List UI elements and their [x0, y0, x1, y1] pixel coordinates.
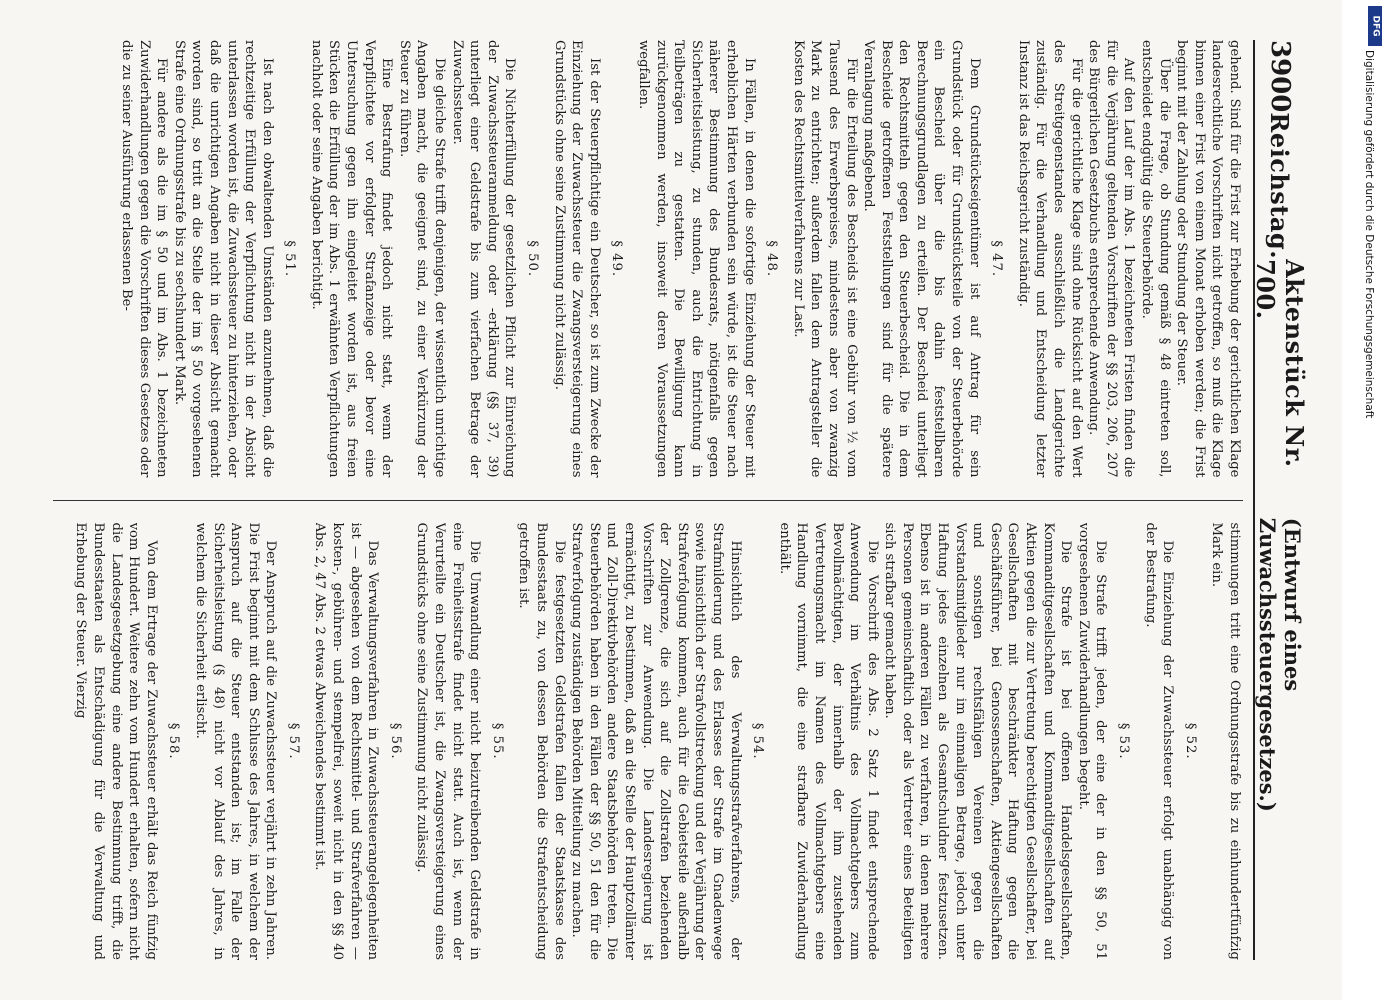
paragraph: Über die Frage, ob Stundung gemäß § 48 eintreten soll, entscheidet endgültig die Steuerbehörde. [1139, 40, 1172, 478]
section-heading: § 52. [1182, 722, 1198, 760]
paragraph: Für andere als die im § 50 und im Abs. 1 bezeichneten Zuwiderhandlungen gegen die Vorschriften dieses Gesetzes oder die zu seiner Ausführung erlassenen Be- [118, 40, 170, 478]
paragraph: Für die gerichtliche Klage sind ohne Rücksicht auf den Wert des Streitgegenstandes ausschließlich die Landgerichte zuständig. Für die Verhandlung und Entscheidung letzter Instanz ist das Reichsgericht zuständig. [1015, 40, 1084, 478]
dfg-logo [1368, 6, 1382, 46]
section-heading: § 49. [609, 240, 625, 278]
section-heading: § 57. [285, 722, 301, 760]
text-columns [53, 40, 1243, 960]
paragraph: Dem Grundstückseigentümer ist auf Antrag für sein Grundstück oder für Grundstücksteile von der Steuerbehörde ein Bescheid über die bis dahin feststellbaren Berechnungsgrundlagen zu erteilen. Der Bescheid unterliegt den Rechtsmitteln gegen den Steuerbescheid. Die in dem Bescheide getroffenen Feststellungen sind für die spätere Veranlagung maßgebend. [861, 40, 982, 478]
header-center-title: Aktenstück Nr. 700. [1251, 259, 1309, 468]
paragraph: Die Umwandlung einer nicht beizutreibenden Geldstrafe in eine Freiheitsstrafe findet nicht statt. Auch ist, wenn der Verurteilte ein Deutscher ist, die Zwangsversteigerung eines Grundstücks ohne seine Zustimmung nicht zulässig. [414, 522, 483, 960]
paragraph: gehend. Sind für die Frist zur Erhebung der gerichtlichen Klage landesrechtliche Vorschriften nicht getroffen, so muß die Klage binnen einer Frist von einem Monat erhoben werden; die Frist beginnt mit der Zahlung oder Stundung der Steuer. [1174, 40, 1242, 478]
page-number: 3900 [1265, 40, 1295, 113]
section-heading: § 58. [166, 722, 182, 760]
paragraph: Die Strafe ist bei offenen Handelsgesellschaften, Kommanditgesellschaften und Kommanditgesellschaften auf Aktien gegen die zur Vertretung berechtigten Gesellschafter, bei Gesellschaften mit beschränkter Haftung gegen die Geschäftsführer, bei Genossenschaften, Aktiengesellschaften und sonstigen rechtsfähigen Vereinen gegen die Vorstandsmitglieder nur im einmaligen Betrage, jedoch unter Haftung jedes einzelnen als Gesamtschuldner festzusetzen. Ebenso ist in anderen Fällen zu verfahren, in denen mehrere Personen gemeinschaftlich oder als Vertreter eines Beteiligten sich strafbar gemacht haben. [882, 522, 1074, 960]
digitization-credit: Digitalisierung gefördert durch die Deutsche Forschungsgemeinschaft [1363, 50, 1375, 419]
right-column [53, 523, 1243, 961]
section-heading: § 47. [989, 240, 1005, 278]
section-heading: § 55. [489, 722, 505, 760]
paragraph: Die Einziehung der Zuwachssteuer erfolgt unabhängig von der Bestrafung. [1142, 522, 1176, 960]
paragraph: Für die Erteilung des Bescheids ist eine Gebühr von ½ vom Tausend des Erwerbspreises, mindestens aber von zwanzig Mark zu entrichten; außerdem fallen dem Antragsteller die Kosten des Rechtsmittelverfahrens zur Last. [790, 40, 859, 478]
section-heading: § 51. [282, 240, 298, 278]
header-right-title: (Entwurf eines Zuwachssteuergesetzes.) [1255, 517, 1305, 812]
paragraph: Hinsichtlich des Verwaltungsstrafverfahrens, der Strafmilderung und des Erlasses der Strafe im Gnadenwege sowie hinsichtlich der Strafvollstreckung und der Verjährung der Strafverfolgung kommen, auch für die Gebietsteile außerhalb der Zollgrenze, die sich auf die Zollstrafen beziehenden Vorschriften zur Anwendung. Die Landesregierung ist ermächtigt, zu bestimmen, daß an die Stelle der Hauptzollämter und Zoll-Direktivbehörden andere Staatsbehörden treten. Die Steuerbehörden haben in den Fällen der §§ 50, 51 den für die Strafverfolgung zuständigen Behörden Mitteilung zu machen. [569, 522, 743, 960]
dfg-logo-text: DFG [1370, 15, 1381, 37]
section-heading: § 50. [525, 240, 541, 278]
section-heading: § 53. [1116, 722, 1132, 760]
paragraph: Die Nichterfüllung der gesetzlichen Pflicht zur Einreichung der Zuwachssteueranmeldung oder -erklärung (§§ 37, 39) unterliegt einer Geldstrafe bis zum vierfachen Betrage der Zuwachssteuer. [449, 40, 518, 478]
paragraph: Die Vorschrift des Abs. 2 Satz 1 findet entsprechende Anwendung im Verhältnis des Vollmachtgebers zum Bevollmächtigten, der innerhalb der ihm zustehenden Vertretungsmacht im Namen des Vollmachtgebers eine Handlung vornimmt, die eine strafbare Zuwiderhandlung enthält. [776, 522, 880, 960]
paragraph: Die Strafe trifft jeden, der eine der in den §§ 50, 51 vorgesehenen Zuwiderhandlungen begeht. [1075, 522, 1109, 960]
running-header [1251, 40, 1309, 960]
section-heading: § 54. [750, 722, 766, 760]
paragraph: Von dem Ertrage der Zuwachssteuer erhält das Reich fünfzig vom Hundert. Weitere zehn vom Hundert erhalten, sofern nicht die Landesgesetzgebung eine andere Bestimmung trifft, die Bundesstaaten als Entschädigung für die Verwaltung und Erhebung der Steuer. Vierzig [73, 522, 159, 960]
paragraph: Auf den Lauf der im Abs. 1 bezeichneten Fristen finden die für die Verjährung geltenden Vorschriften der §§ 203, 206, 207 des Bürgerlichen Gesetzbuchs entsprechende Anwendung. [1086, 40, 1137, 478]
paragraph: Das Verwaltungsverfahren in Zuwachssteuerangelegenheiten ist — abgesehen von dem Rechtsmittel- und Strafverfahren — kosten-, gebühren- und stempelfrei, soweit nicht in den §§ 40 Abs. 2, 47 Abs. 2 etwas Abweichendes bestimmt ist. [312, 522, 381, 960]
paragraph: stimmungen tritt eine Ordnungsstrafe bis zu einhundertfünfzig Mark ein. [1209, 522, 1242, 960]
header-left-title: Reichstag. [1265, 112, 1295, 260]
paragraph: Der Anspruch auf die Zuwachssteuer verjährt in zehn Jahren. Die Frist beginnt mit dem Schlusse des Jahres, in welchem der Anspruch auf die Steuer entstanden ist; im Falle der Sicherheitsleistung (§ 48) nicht vor Ablauf des Jahres, in welchem die Sicherheit erlischt. [192, 522, 279, 960]
paragraph: Die gleiche Strafe trifft denjenigen, der wissentlich unrichtige Angaben macht, die geeignet sind, zu einer Verkürzung der Steuer zu führen. [396, 40, 448, 478]
paragraph: In Fällen, in denen die sofortige Einziehung der Steuer mit erheblichen Härten verbunden sein würde, ist die Steuer nach näherer Bestimmung des Bundesrats, nötigenfalls gegen Sicherheitsleistung, zu stunden, auch die Entrichtung in Teilbeträgen zu gestatten. Die Bewilligung kann zurückgenommen werden, insoweit deren Voraussetzungen wegfallen. [636, 40, 757, 478]
paragraph: Eine Bestrafung findet jedoch nicht statt, wenn der Verpflichtete vor erfolgter Strafanzeige oder bevor eine Untersuchung gegen ihn eingeleitet worden ist, aus freien Stücken die Erfüllung der im Abs. 1 erwähnten Verpflichtungen nachholt oder seine Angaben berichtigt. [308, 40, 395, 478]
paragraph: Ist der Steuerpflichtige ein Deutscher, so ist zum Zwecke der Einziehung der Zuwachssteuer die Zwangsversteigerung eines Grundstücks ohne seine Zustimmung nicht zulässig. [551, 40, 602, 478]
column-divider [53, 500, 1243, 501]
paragraph: Ist nach den obwaltenden Umständen anzunehmen, daß die rechtzeitige Erfüllung der Verpflichtung nicht in der Absicht unterlassen worden ist, die Zuwachssteuer zu hinterziehen, oder daß die unrichtigen Angaben nicht in dieser Absicht gemacht worden sind, so tritt an die Stelle der im § 50 vorgesehenen Strafe eine Ordnungsstrafe bis zu sechshundert Mark. [171, 40, 275, 478]
left-column [53, 40, 1243, 478]
section-heading: § 56. [387, 722, 403, 760]
section-heading: § 48. [764, 240, 780, 278]
document-page [25, 0, 1325, 1000]
paragraph: Die festgesetzten Geldstrafen fallen der Staatskasse des Bundesstaats zu, von dessen Behörden die Strafentscheidung getroffen ist. [516, 522, 567, 960]
